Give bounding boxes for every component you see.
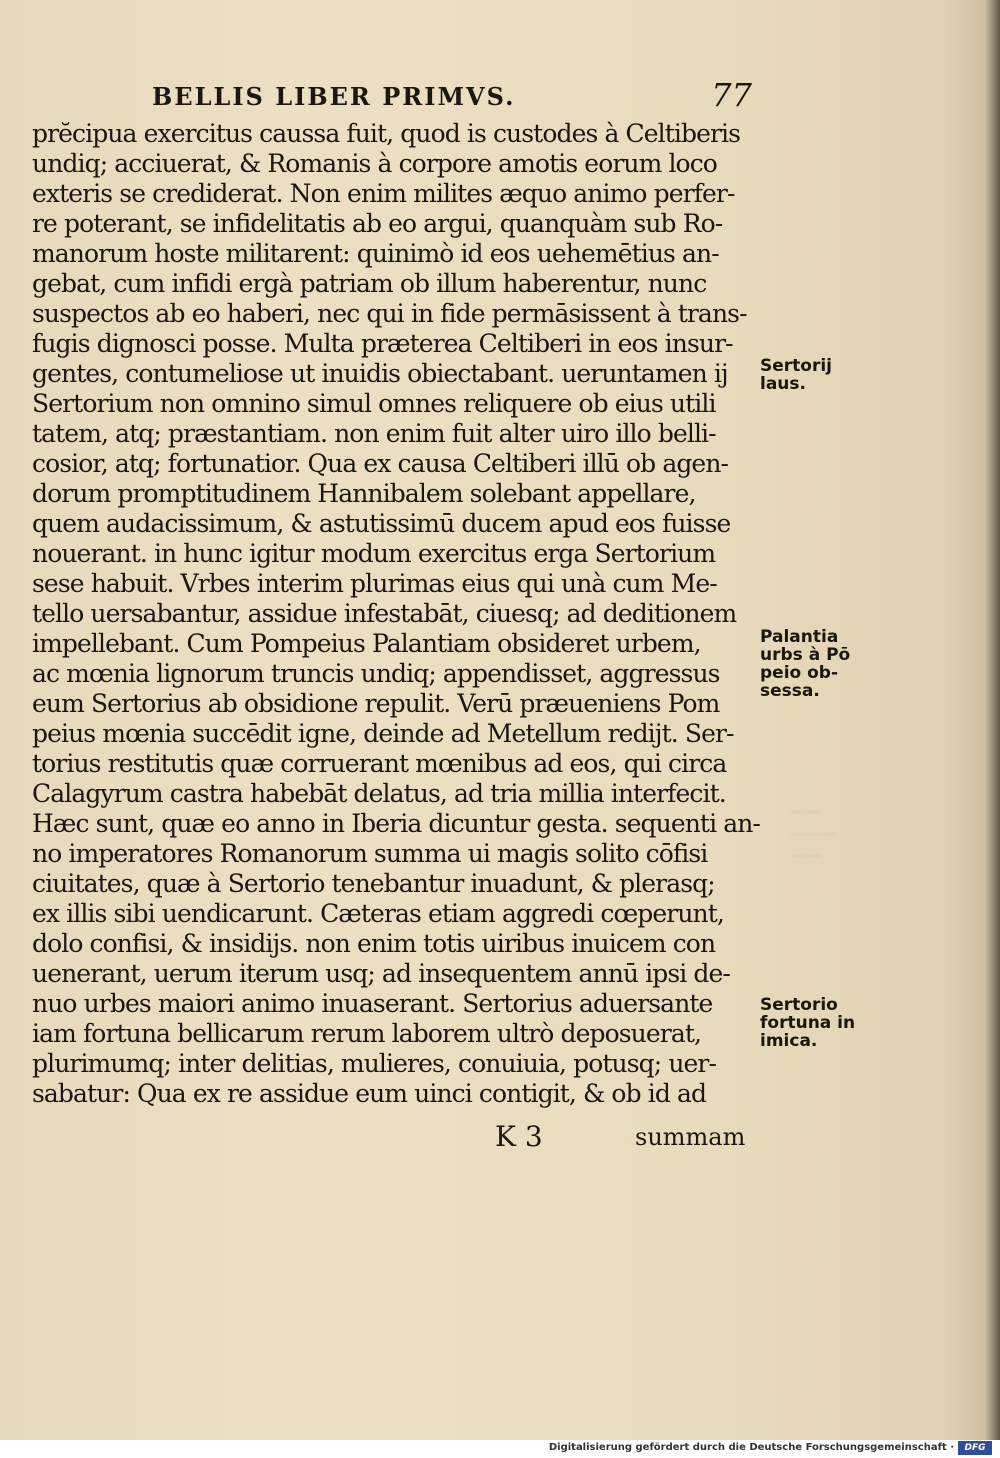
text-line: exteris se crediderat. Non enim milites æquo animo perfer- bbox=[32, 179, 735, 208]
text-line: dorum promptitudinem Hannibalem solebant appellare, bbox=[32, 479, 696, 508]
marginal-note-line: Sertorio bbox=[760, 995, 838, 1015]
signature-mark: K 3 bbox=[495, 1120, 543, 1153]
marginal-note-palantia bbox=[760, 628, 860, 700]
marginal-note-line: peio ob- bbox=[760, 663, 839, 683]
marginal-note-line: urbs à Pō bbox=[760, 645, 851, 665]
marginal-note-line: imica. bbox=[760, 1031, 818, 1051]
text-line: dolo confisi, & insidijs. non enim totis uiribus inuicem con bbox=[32, 929, 716, 958]
marginal-note-sertorio-fortuna bbox=[760, 996, 860, 1050]
text-line: peius mœnia succēdit igne, deinde ad Metellum redijt. Ser- bbox=[32, 719, 734, 748]
text-line: no imperatores Romanorum summa ui magis solito cōfisi bbox=[32, 839, 708, 868]
marginal-note-line: laus. bbox=[760, 374, 806, 394]
text-line: sese habuit. Vrbes interim plurimas eius qui unà cum Me- bbox=[32, 569, 717, 598]
marginal-note-line: Palantia bbox=[760, 627, 839, 647]
footer-credit: Digitalisierung gefördert durch die Deutsche Forschungsgemeinschaft · bbox=[548, 1442, 954, 1453]
running-title: BELLIS LIBER PRIMVS. bbox=[152, 82, 516, 111]
text-line: tatem, atq; præstantiam. non enim fuit alter uiro illo belli- bbox=[32, 419, 716, 448]
marginal-note-line: fortuna in bbox=[760, 1013, 856, 1033]
marginal-note-line: Sertorij bbox=[760, 356, 833, 376]
text-line: uenerant, uerum iterum usq; ad insequentem annū ipsi de- bbox=[32, 959, 730, 988]
text-line: gebat, cum infidi ergà patriam ob illum haberentur, nunc bbox=[32, 269, 707, 298]
text-line: ex illis sibi uendicarunt. Cæteras etiam aggredi cœperunt, bbox=[32, 899, 724, 928]
text-line: fugis dignosci posse. Multa præterea Celtiberi in eos insur- bbox=[32, 329, 733, 358]
text-line: cosior, atq; fortunatior. Qua ex causa Celtiberi illū ob agen- bbox=[32, 449, 729, 478]
marginal-note-sertorij-laus bbox=[760, 357, 860, 393]
text-line: ac mœnia lignorum truncis undiq; appendisset, aggressus bbox=[32, 659, 720, 688]
text-line: Calagyrum castra habebāt delatus, ad tria millia interfecit. bbox=[32, 779, 726, 808]
text-line: plurimumq; inter delitias, mulieres, conuiuia, potusq; uer- bbox=[32, 1049, 717, 1078]
text-line: iam fortuna bellicarum rerum laborem ultrò deposuerat, bbox=[32, 1019, 702, 1048]
dfg-logo-icon: DFG bbox=[958, 1441, 992, 1455]
text-line: suspectos ab eo haberi, nec qui in fide permāsissent à trans- bbox=[32, 299, 747, 328]
text-line: Hæc sunt, quæ eo anno in Iberia dicuntur gesta. sequenti an- bbox=[32, 809, 760, 838]
show-through-texture: —— ——— —— bbox=[790, 801, 838, 864]
text-line: manorum hoste militarent: quinimò id eos uehemētius an- bbox=[32, 239, 719, 268]
text-line: ciuitates, quæ à Sertorio tenebantur inuadunt, & plerasq; bbox=[32, 869, 715, 898]
text-line: gentes, contumeliose ut inuidis obiectabant. ueruntamen ij bbox=[32, 359, 728, 388]
text-line: undiq; acciuerat, & Romanis à corpore amotis eorum loco bbox=[32, 149, 717, 178]
text-line: nuo urbes maiori animo inuaserant. Sertorius aduersante bbox=[32, 989, 713, 1018]
text-line: quem audacissimum, & astutissimū ducem apud eos fuisse bbox=[32, 509, 731, 538]
catchword: summam bbox=[635, 1123, 746, 1151]
text-line: eum Sertorius ab obsidione repulit. Verū præueniens Pom bbox=[32, 689, 720, 718]
text-line: torius restitutis quæ corruerant mœnibus ad eos, qui circa bbox=[32, 749, 727, 778]
book-edge-shadow bbox=[984, 0, 1000, 1440]
text-line: impellebant. Cum Pompeius Palantiam obsideret urbem, bbox=[32, 629, 701, 658]
text-line: re poterant, se infidelitatis ab eo argui, quanquàm sub Ro- bbox=[32, 209, 723, 238]
text-line: Sertorium non omnino simul omnes reliquere ob eius utili bbox=[32, 389, 716, 418]
marginal-note-line: sessa. bbox=[760, 681, 820, 701]
text-line: tello uersabantur, assidue infestabāt, ciuesq; ad deditionem bbox=[32, 599, 737, 628]
text-line: prĕcipua exercitus caussa fuit, quod is custodes à Celtiberis bbox=[32, 119, 741, 148]
text-line: nouerant. in hunc igitur modum exercitus erga Sertorium bbox=[32, 539, 716, 568]
page-number: 77 bbox=[711, 76, 752, 114]
running-head bbox=[152, 76, 752, 114]
text-line: sabatur: Qua ex re assidue eum uinci contigit, & ob id ad bbox=[32, 1079, 707, 1108]
